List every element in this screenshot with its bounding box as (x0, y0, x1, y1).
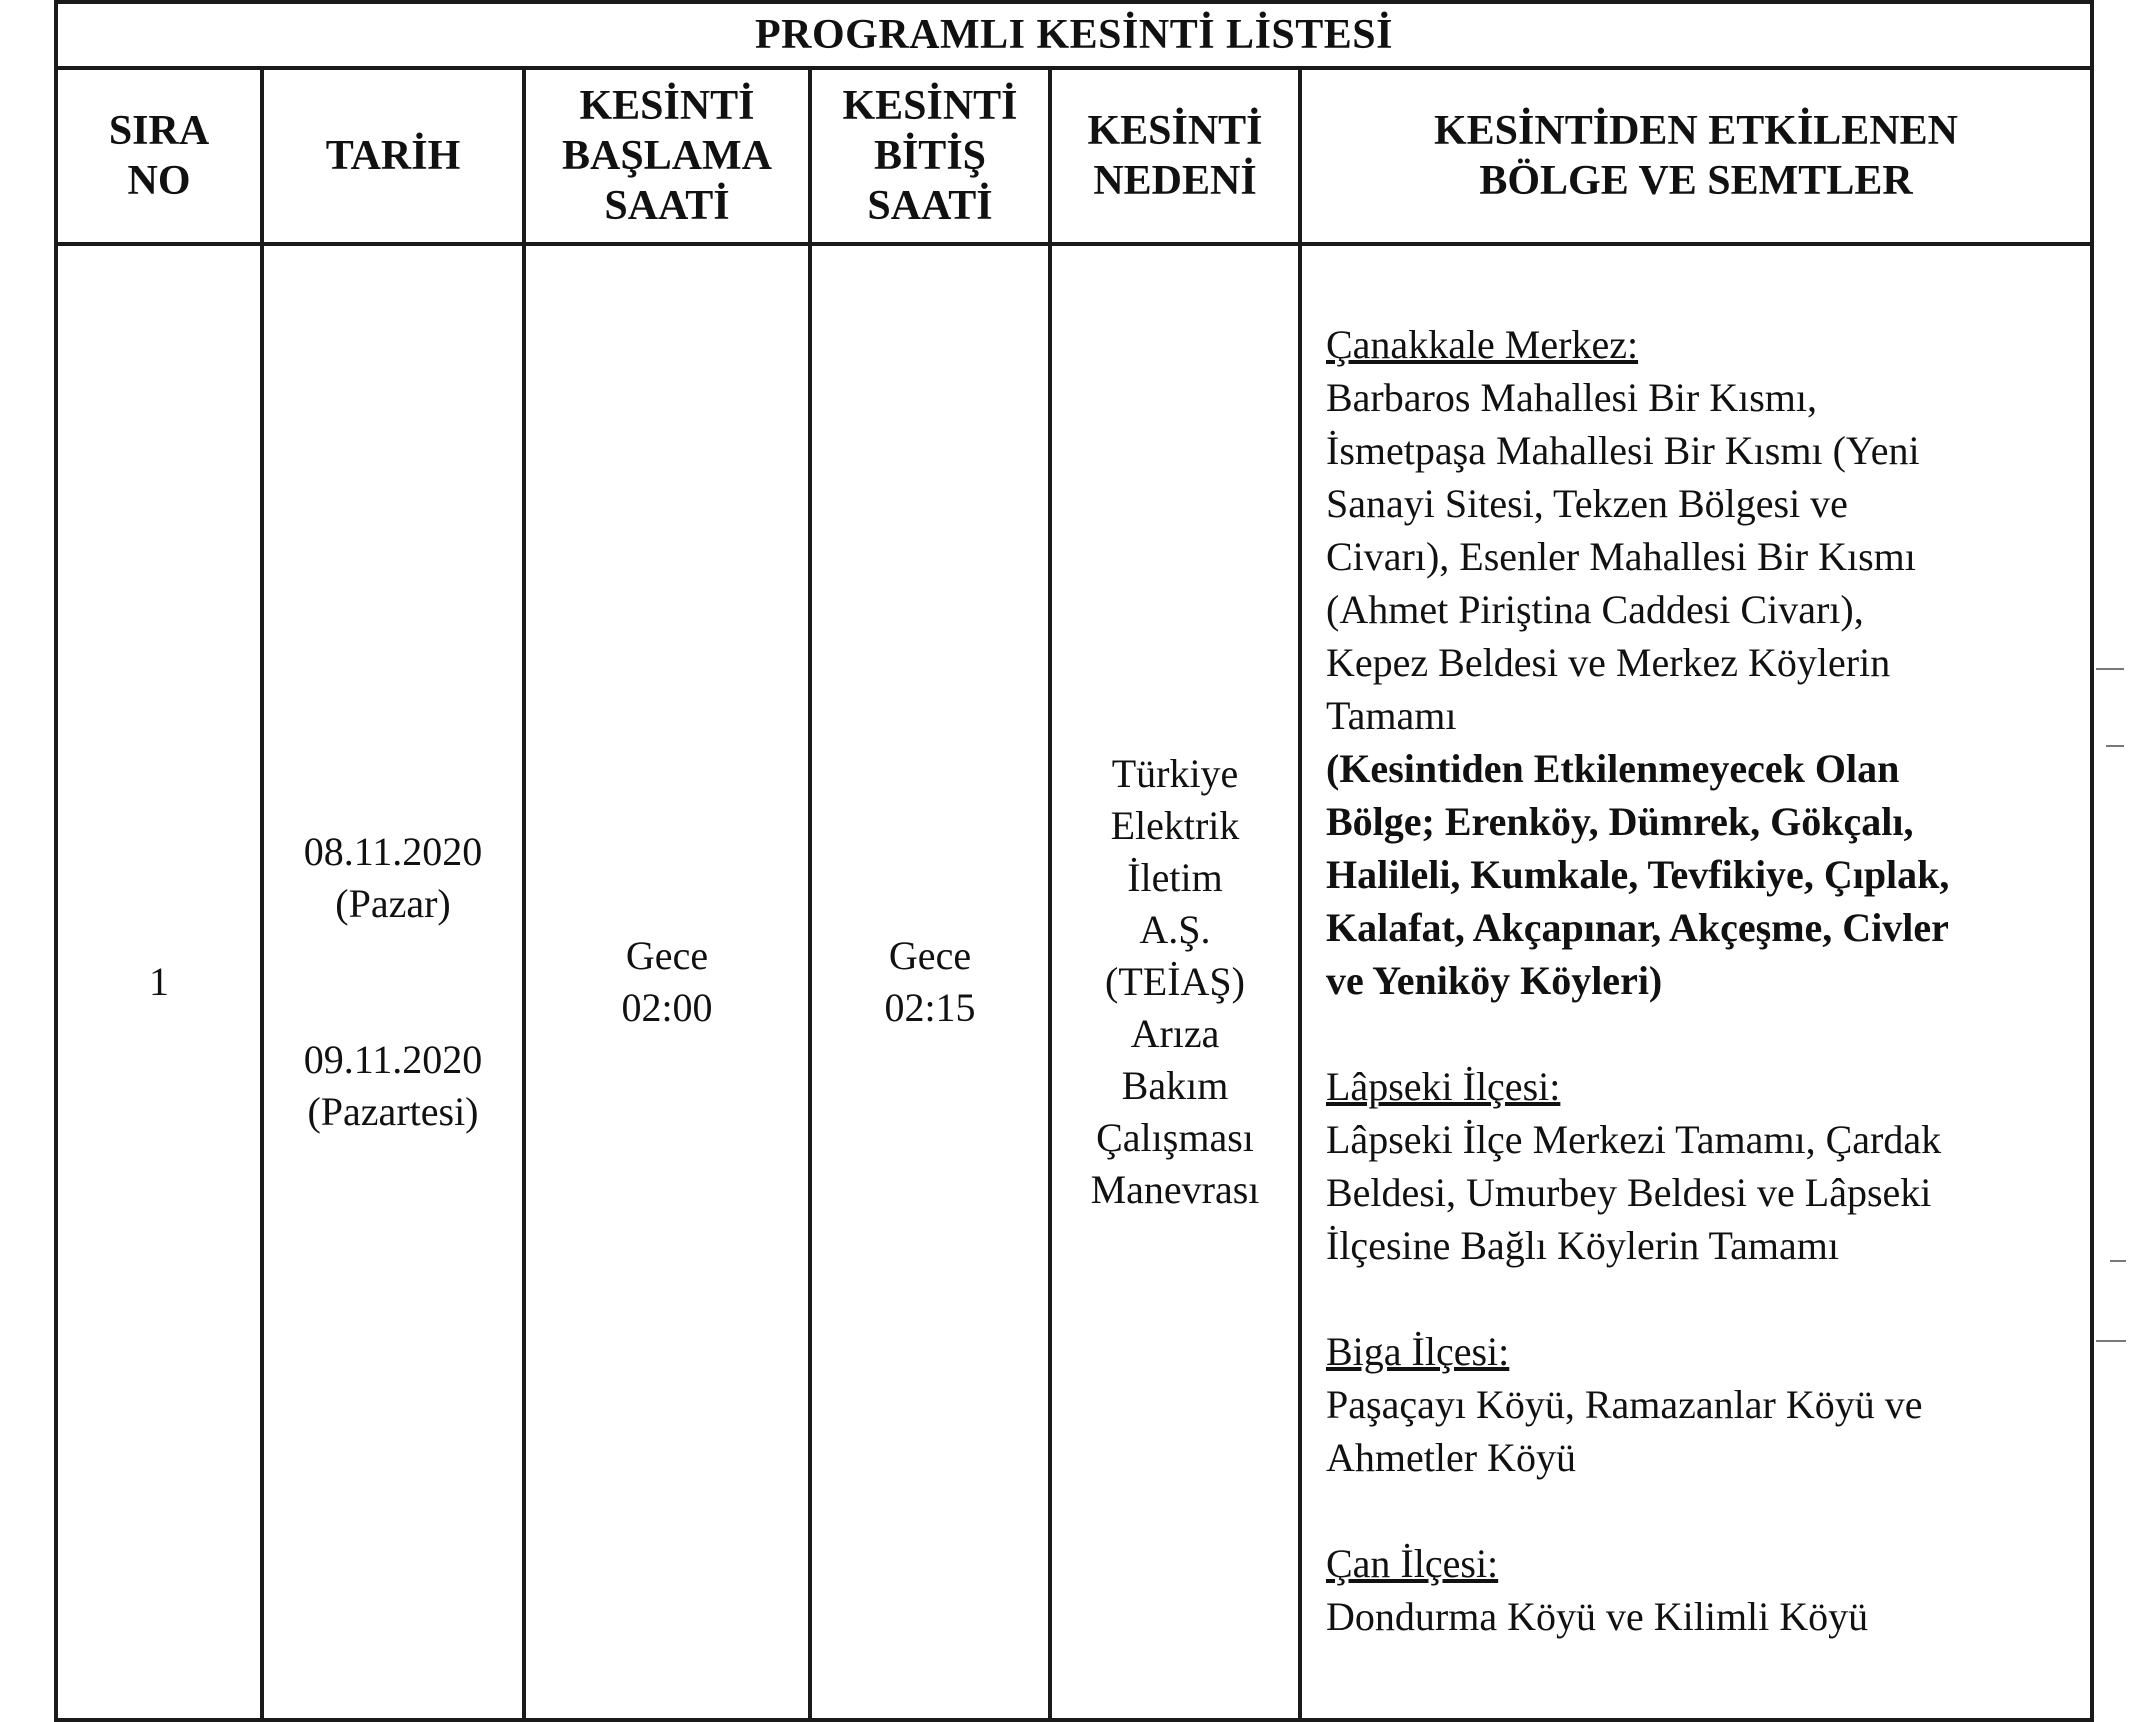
header-sira-no: SIRA NO (56, 68, 262, 244)
date-start: 08.11.2020 (303, 829, 483, 874)
day-end: (Pazartesi) (307, 1089, 479, 1134)
outage-list-document (54, 0, 2090, 1639)
table-row (56, 244, 2092, 1720)
header-bitis-saati: KESİNTİ BİTİŞ SAATİ (810, 68, 1050, 244)
region-lapseki: Lâpseki İlçesi: Lâpseki İlçe Merkezi Tamamı, Çardak Beldesi, Umurbey Beldesi ve Lâpseki İlçesine Bağlı Köylerin Tamamı (1326, 1060, 2070, 1272)
day-start: (Pazar) (335, 881, 451, 926)
header-baslama-saati: KESİNTİ BAŞLAMA SAATİ (524, 68, 810, 244)
cell-tarih (262, 244, 524, 1720)
outage-table (54, 0, 2094, 1722)
region-can: Çan İlçesi: Dondurma Köyü ve Kilimli Köyü (1326, 1537, 2070, 1643)
cell-bitis-saati: Gece 02:15 (810, 244, 1050, 1720)
scan-artifact (2106, 745, 2124, 747)
cell-sira-no: 1 (56, 244, 262, 1720)
region-title: Lâpseki İlçesi: (1326, 1064, 1561, 1109)
region-title: Biga İlçesi: (1326, 1329, 1510, 1374)
region-biga: Biga İlçesi: Paşaçayı Köyü, Ramazanlar Köyü ve Ahmetler Köyü (1326, 1325, 2070, 1484)
scan-artifact (2096, 668, 2124, 670)
date-end: 09.11.2020 (303, 1037, 483, 1082)
region-title: Çanakkale Merkez: (1326, 322, 1639, 367)
cell-baslama-saati: Gece 02:00 (524, 244, 810, 1720)
region-title: Çan İlçesi: (1326, 1541, 1499, 1586)
region-canakkale-merkez: Çanakkale Merkez: Barbaros Mahallesi Bir Kısmı, İsmetpaşa Mahallesi Bir Kısmı (Yeni Sanayi Sitesi, Tekzen Bölgesi ve Civarı), Esenler Mahallesi Bir Kısmı (Ahmet Piriştina Caddesi Civarı), Kepez Beldesi ve Merkez Köylerin Tamamı (Kesintiden Etkilenmeyecek Olan Bölge; Erenköy, Dümrek, Gökçalı, Halileli, Kumkale, Tevfikiye, Çıplak, Kalafat, Akçapınar, Akçeşme, Civler ve Yeniköy Köyleri) (1326, 318, 2070, 1007)
header-tarih: TARİH (262, 68, 524, 244)
scan-artifact (2110, 1260, 2126, 1262)
scan-artifact (2096, 1340, 2126, 1342)
table-title: PROGRAMLI KESİNTİ LİSTESİ (56, 2, 2092, 68)
header-row (56, 68, 2092, 244)
cell-etkilenen-bolge (1300, 244, 2092, 1720)
cell-kesinti-nedeni: Türkiye Elektrik İletim A.Ş. (TEİAŞ) Arıza Bakım Çalışması Manevrası (1050, 244, 1300, 1720)
header-kesinti-nedeni: KESİNTİ NEDENİ (1050, 68, 1300, 244)
excluded-areas-note: (Kesintiden Etkilenmeyecek Olan (1326, 746, 1900, 791)
header-etkilenen-bolge: KESİNTİDEN ETKİLENEN BÖLGE VE SEMTLER (1300, 68, 2092, 244)
